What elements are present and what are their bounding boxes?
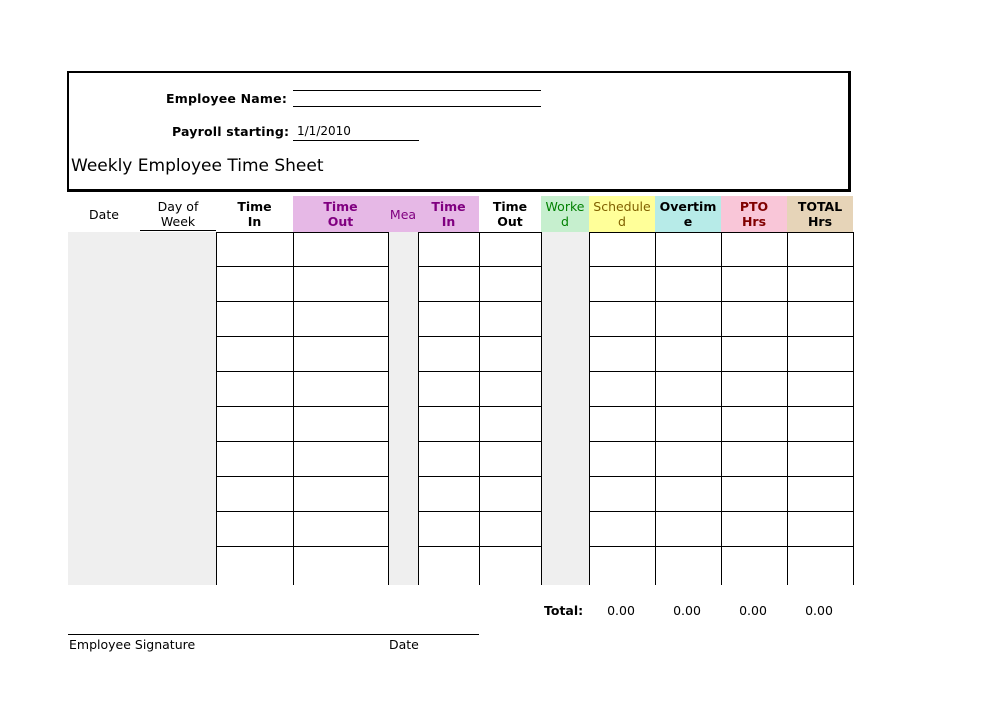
signature-line[interactable]	[68, 634, 479, 635]
column-header-line2: Week	[160, 214, 196, 229]
column-header-line1: Time	[323, 199, 358, 214]
grid-row-line	[418, 232, 541, 233]
column-header-pto-hrs	[721, 196, 787, 232]
grid-row-line	[216, 476, 388, 477]
column-header-time-in-2	[418, 196, 479, 232]
column-header-overtime	[655, 196, 721, 232]
grid-row-line	[216, 336, 388, 337]
column-header-line1: Time	[431, 199, 466, 214]
column-header-line2: In	[441, 214, 456, 229]
column-header-day-of-week	[140, 196, 216, 232]
column-header-line1: PTO	[739, 199, 769, 214]
total-scheduled: 0.00	[607, 603, 635, 618]
grid-row-line	[589, 301, 853, 302]
grid-row-line	[589, 266, 853, 267]
employee-signature-label: Employee Signature	[69, 637, 196, 652]
meal-column-shade	[388, 232, 418, 585]
column-header-total-hrs	[787, 196, 853, 232]
column-header-line1: Worke	[545, 199, 585, 214]
grid-row-line	[216, 232, 388, 233]
grid-row-line	[418, 441, 541, 442]
column-header-line2: Hrs	[741, 214, 767, 229]
grid-row-line	[589, 476, 853, 477]
payroll-starting-label: Payroll starting:	[172, 124, 290, 139]
column-header-line1: Schedule	[593, 199, 651, 214]
grid-row-line	[216, 441, 388, 442]
column-header-line1: Time	[492, 199, 528, 214]
total-overtime: 0.00	[673, 603, 701, 618]
grid-row-line	[216, 406, 388, 407]
grid-column-line	[655, 232, 656, 585]
grid-column-line	[293, 232, 294, 585]
total-hours: 0.00	[805, 603, 833, 618]
column-header-time-out-2	[479, 196, 541, 232]
column-header-line2: Out	[327, 214, 354, 229]
column-header-scheduled	[589, 196, 655, 232]
column-header-date	[68, 196, 140, 232]
column-header-time-in	[216, 196, 293, 232]
grid-row-line	[589, 441, 853, 442]
grid-row-line	[418, 406, 541, 407]
day-of-week-underline	[140, 230, 216, 231]
column-header-line2: d	[561, 214, 569, 229]
grid-column-line	[216, 232, 217, 585]
total-pto: 0.00	[739, 603, 767, 618]
employee-name-field[interactable]	[293, 106, 541, 107]
grid-row-line	[216, 301, 388, 302]
column-header-line1: Time	[237, 199, 272, 214]
column-header-line2: In	[247, 214, 262, 229]
column-header-line2: Hrs	[807, 214, 833, 229]
column-header-line1: Day of	[157, 199, 199, 214]
timesheet-header-box	[67, 71, 851, 192]
grid-row-line	[589, 371, 853, 372]
grid-row-line	[589, 336, 853, 337]
column-header-worked	[541, 196, 589, 232]
grid-row-line	[418, 336, 541, 337]
column-header-time-out	[293, 196, 388, 232]
payroll-starting-field[interactable]	[293, 140, 419, 141]
grid-row-line	[589, 511, 853, 512]
grid-row-line	[418, 266, 541, 267]
grid-column-line	[589, 232, 590, 585]
worked-column-shade	[541, 232, 589, 585]
grid-column-line	[541, 232, 542, 585]
column-header-line2: Date	[89, 206, 119, 222]
grid-column-line	[853, 232, 854, 585]
grid-column-line	[388, 232, 389, 585]
column-header-line2: e	[683, 214, 693, 229]
grid-row-line	[589, 406, 853, 407]
grid-row-line	[589, 546, 853, 547]
date-day-column-shade	[68, 232, 216, 585]
sheet-title: Weekly Employee Time Sheet	[71, 156, 324, 176]
grid-row-line	[418, 371, 541, 372]
grid-row-line	[418, 301, 541, 302]
grid-column-line	[721, 232, 722, 585]
grid-row-line	[418, 476, 541, 477]
payroll-starting-value[interactable]: 1/1/2010	[297, 124, 351, 138]
grid-row-line	[216, 546, 388, 547]
grid-column-line	[787, 232, 788, 585]
grid-row-line	[589, 232, 853, 233]
total-label: Total:	[544, 603, 584, 618]
grid-row-line	[216, 266, 388, 267]
signature-date-label: Date	[389, 637, 419, 652]
employee-name-line-top	[293, 90, 541, 91]
employee-name-label: Employee Name:	[166, 91, 288, 106]
column-header-line1: TOTAL	[797, 199, 843, 214]
grid-row-line	[418, 546, 541, 547]
grid-column-line	[418, 232, 419, 585]
grid-row-line	[418, 511, 541, 512]
grid-column-line	[479, 232, 480, 585]
grid-row-line	[216, 511, 388, 512]
column-header-line1: Mea	[389, 206, 417, 222]
column-header-line2: Out	[497, 214, 523, 229]
column-header-line2: d	[618, 214, 626, 229]
column-header-meal	[388, 196, 418, 232]
column-header-line1: Overtim	[659, 199, 717, 214]
grid-row-line	[216, 371, 388, 372]
